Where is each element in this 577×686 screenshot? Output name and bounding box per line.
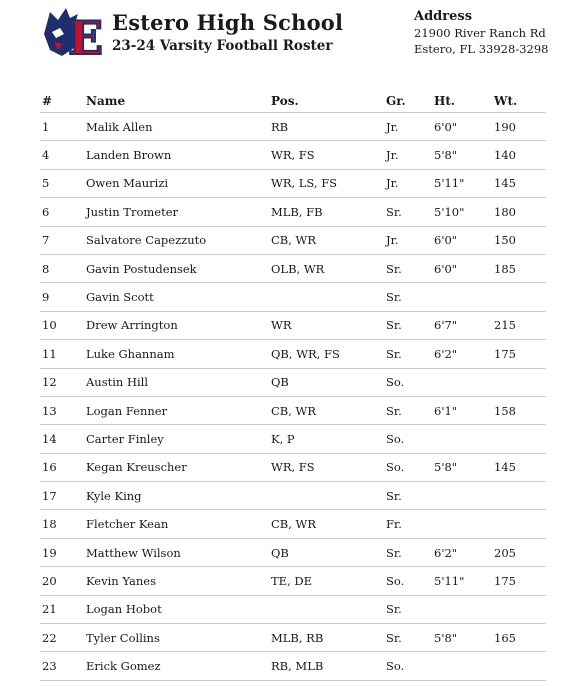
table-header-row xyxy=(40,90,546,113)
height-cell: 6'7" xyxy=(434,311,494,339)
jersey-number-cell: 20 xyxy=(40,567,86,595)
position-cell: MLB, RB xyxy=(271,624,386,652)
player-name-cell: Matthew Wilson xyxy=(86,538,271,566)
table-row xyxy=(40,283,546,311)
player-name-cell: Fletcher Kean xyxy=(86,510,271,538)
grade-cell: Sr. xyxy=(386,396,434,424)
height-cell: 5'8" xyxy=(434,141,494,169)
player-name-cell: Drew Arrington xyxy=(86,311,271,339)
grade-cell: Sr. xyxy=(386,254,434,282)
address-street: 21900 River Ranch Rd xyxy=(414,26,546,40)
jersey-number-cell: 11 xyxy=(40,340,86,368)
weight-cell: 175 xyxy=(494,567,546,595)
weight-cell: 180 xyxy=(494,198,546,226)
roster-title: 23-24 Varsity Football Roster xyxy=(112,38,333,54)
height-cell: 5'8" xyxy=(434,624,494,652)
position-cell: WR, LS, FS xyxy=(271,169,386,197)
grade-cell: Sr. xyxy=(386,482,434,510)
height-cell: 6'0" xyxy=(434,226,494,254)
player-name-cell: Kevin Yanes xyxy=(86,567,271,595)
height-cell: 5'11" xyxy=(434,169,494,197)
height-cell xyxy=(434,482,494,510)
jersey-number-cell: 7 xyxy=(40,226,86,254)
jersey-number-cell: 5 xyxy=(40,169,86,197)
grade-cell: Sr. xyxy=(386,538,434,566)
roster-table xyxy=(40,90,546,681)
table-row xyxy=(40,311,546,339)
jersey-number-cell: 22 xyxy=(40,624,86,652)
position-cell: RB, MLB xyxy=(271,652,386,680)
weight-cell xyxy=(494,595,546,623)
table-row xyxy=(40,113,546,141)
table-row xyxy=(40,198,546,226)
position-cell: K, P xyxy=(271,425,386,453)
weight-cell: 215 xyxy=(494,311,546,339)
jersey-number-cell: 16 xyxy=(40,453,86,481)
player-name-cell: Erick Gomez xyxy=(86,652,271,680)
weight-cell: 140 xyxy=(494,141,546,169)
height-cell: 5'11" xyxy=(434,567,494,595)
player-name-cell: Tyler Collins xyxy=(86,624,271,652)
weight-cell: 145 xyxy=(494,453,546,481)
position-cell: QB, WR, FS xyxy=(271,340,386,368)
table-row xyxy=(40,595,546,623)
height-cell xyxy=(434,652,494,680)
jersey-number-cell: 19 xyxy=(40,538,86,566)
column-header: Ht. xyxy=(434,94,456,108)
position-cell xyxy=(271,482,386,510)
weight-cell: 158 xyxy=(494,396,546,424)
weight-cell: 185 xyxy=(494,254,546,282)
grade-cell: Fr. xyxy=(386,510,434,538)
table-row xyxy=(40,169,546,197)
jersey-number-cell: 9 xyxy=(40,283,86,311)
grade-cell: So. xyxy=(386,368,434,396)
position-cell: WR xyxy=(271,311,386,339)
grade-cell: So. xyxy=(386,453,434,481)
grade-cell: So. xyxy=(386,652,434,680)
position-cell xyxy=(271,595,386,623)
jersey-number-cell: 12 xyxy=(40,368,86,396)
column-header: Wt. xyxy=(494,94,518,108)
grade-cell: So. xyxy=(386,567,434,595)
school-name: Estero High School xyxy=(112,10,344,35)
column-header: Name xyxy=(86,94,126,108)
player-name-cell: Gavin Postudensek xyxy=(86,254,271,282)
height-cell: 6'2" xyxy=(434,538,494,566)
position-cell: MLB, FB xyxy=(271,198,386,226)
address-heading: Address xyxy=(414,9,473,24)
jersey-number-cell: 18 xyxy=(40,510,86,538)
height-cell: 6'0" xyxy=(434,254,494,282)
address-city: Estero, FL 33928-3298 xyxy=(414,42,549,56)
table-row xyxy=(40,567,546,595)
position-cell: QB xyxy=(271,368,386,396)
player-name-cell: Kyle King xyxy=(86,482,271,510)
column-header: Gr. xyxy=(386,94,406,108)
table-row xyxy=(40,482,546,510)
height-cell xyxy=(434,368,494,396)
weight-cell: 150 xyxy=(494,226,546,254)
position-cell: RB xyxy=(271,113,386,141)
player-name-cell: Carter Finley xyxy=(86,425,271,453)
player-name-cell: Logan Hobot xyxy=(86,595,271,623)
grade-cell: Sr. xyxy=(386,283,434,311)
table-row xyxy=(40,141,546,169)
player-name-cell: Luke Ghannam xyxy=(86,340,271,368)
school-logo xyxy=(40,4,104,60)
jersey-number-cell: 21 xyxy=(40,595,86,623)
weight-cell xyxy=(494,425,546,453)
grade-cell: Sr. xyxy=(386,624,434,652)
jersey-number-cell: 6 xyxy=(40,198,86,226)
grade-cell: So. xyxy=(386,425,434,453)
grade-cell: Jr. xyxy=(386,226,434,254)
logo-letter: E xyxy=(68,11,104,60)
grade-cell: Jr. xyxy=(386,113,434,141)
jersey-number-cell: 14 xyxy=(40,425,86,453)
position-cell: QB xyxy=(271,538,386,566)
weight-cell xyxy=(494,283,546,311)
grade-cell: Sr. xyxy=(386,311,434,339)
table-row xyxy=(40,254,546,282)
weight-cell xyxy=(494,652,546,680)
jersey-number-cell: 10 xyxy=(40,311,86,339)
player-name-cell: Malik Allen xyxy=(86,113,271,141)
height-cell: 6'1" xyxy=(434,396,494,424)
position-cell xyxy=(271,283,386,311)
weight-cell xyxy=(494,368,546,396)
position-cell: WR, FS xyxy=(271,141,386,169)
column-header: Pos. xyxy=(271,94,299,108)
table-row xyxy=(40,226,546,254)
weight-cell: 165 xyxy=(494,624,546,652)
grade-cell: Jr. xyxy=(386,169,434,197)
height-cell xyxy=(434,510,494,538)
position-cell: WR, FS xyxy=(271,453,386,481)
table-row xyxy=(40,453,546,481)
table-row xyxy=(40,510,546,538)
player-name-cell: Justin Trometer xyxy=(86,198,271,226)
grade-cell: Sr. xyxy=(386,340,434,368)
player-name-cell: Gavin Scott xyxy=(86,283,271,311)
table-row xyxy=(40,425,546,453)
jersey-number-cell: 8 xyxy=(40,254,86,282)
weight-cell xyxy=(494,510,546,538)
grade-cell: Jr. xyxy=(386,141,434,169)
weight-cell: 190 xyxy=(494,113,546,141)
column-header: # xyxy=(42,94,53,108)
player-name-cell: Austin Hill xyxy=(86,368,271,396)
table-row xyxy=(40,396,546,424)
player-name-cell: Salvatore Capezzuto xyxy=(86,226,271,254)
position-cell: OLB, WR xyxy=(271,254,386,282)
height-cell xyxy=(434,283,494,311)
jersey-number-cell: 4 xyxy=(40,141,86,169)
position-cell: CB, WR xyxy=(271,510,386,538)
height-cell xyxy=(434,595,494,623)
position-cell: CB, WR xyxy=(271,226,386,254)
table-row xyxy=(40,538,546,566)
roster-body xyxy=(40,113,546,681)
weight-cell: 205 xyxy=(494,538,546,566)
height-cell: 5'8" xyxy=(434,453,494,481)
height-cell xyxy=(434,425,494,453)
grade-cell: Sr. xyxy=(386,198,434,226)
player-name-cell: Logan Fenner xyxy=(86,396,271,424)
position-cell: TE, DE xyxy=(271,567,386,595)
table-row xyxy=(40,652,546,680)
table-row xyxy=(40,624,546,652)
player-name-cell: Owen Maurizi xyxy=(86,169,271,197)
position-cell: CB, WR xyxy=(271,396,386,424)
weight-cell: 145 xyxy=(494,169,546,197)
table-row xyxy=(40,368,546,396)
player-name-cell: Landen Brown xyxy=(86,141,271,169)
jersey-number-cell: 23 xyxy=(40,652,86,680)
jersey-number-cell: 1 xyxy=(40,113,86,141)
grade-cell: Sr. xyxy=(386,595,434,623)
height-cell: 6'2" xyxy=(434,340,494,368)
table-row xyxy=(40,340,546,368)
weight-cell: 175 xyxy=(494,340,546,368)
player-name-cell: Kegan Kreuscher xyxy=(86,453,271,481)
weight-cell xyxy=(494,482,546,510)
height-cell: 5'10" xyxy=(434,198,494,226)
jersey-number-cell: 13 xyxy=(40,396,86,424)
height-cell: 6'0" xyxy=(434,113,494,141)
jersey-number-cell: 17 xyxy=(40,482,86,510)
